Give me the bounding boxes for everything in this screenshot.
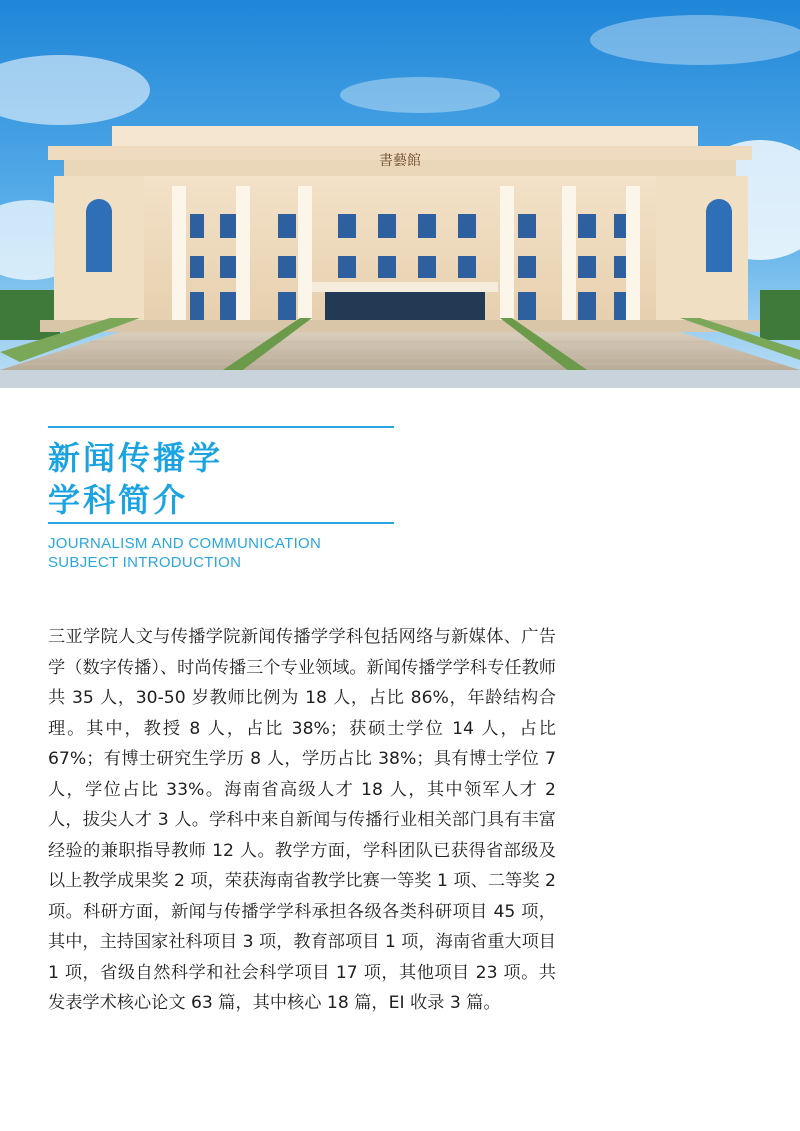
subtitle-en-line1: JOURNALISM AND COMMUNICATION xyxy=(48,535,322,552)
library-building-icon xyxy=(0,0,800,388)
title-bottom-rule xyxy=(48,522,394,524)
title-top-rule xyxy=(48,426,394,428)
subtitle-en-line2: SUBJECT INTRODUCTION xyxy=(48,554,242,571)
page-title-line1: 新闻传播学 xyxy=(48,439,224,477)
building-sign: 書藝館 xyxy=(379,153,421,169)
page-title-line2: 学科简介 xyxy=(48,481,189,519)
intro-paragraph: 三亚学院人文与传播学院新闻传播学学科包括网络与新媒体、广告学（数字传播）、时尚传播三个专业领域。新闻传播学学科专任教师共 35 人，30-50 岁教师比例为 18 人，占比 86%，年龄结构合理。其中，教授 8 人，占比 38%；获硕士学位 14 人，占比 67%；有博士研究生学历 8 人，学历占比 38%；具有博士学位 7 人，学位占比 33%。海南省高级人才 18 人，其中领军人才 2 人，拔尖人才 3 人。学科中来自新闻与传播行业相关部门具有丰富经验的兼职指导教师 12 人。教学方面，学科团队已获得省部级及以上教学成果奖 2 项，荣获海南省教学比赛一等奖 1 项、二等奖 2 项。科研方面，新闻与传播学学科承担各级各类科研项目 45 项，其中，主持国家社科项目 3 项，教育部项目 1 项，海南省重大项目 1 项，省级自然科学和社会科学项目 17 项，其他项目 23 项。共发表学术核心论文 63 篇，其中核心 18 篇，EI 收录 3 篇。 xyxy=(48,627,556,1013)
header-photo xyxy=(0,0,800,388)
